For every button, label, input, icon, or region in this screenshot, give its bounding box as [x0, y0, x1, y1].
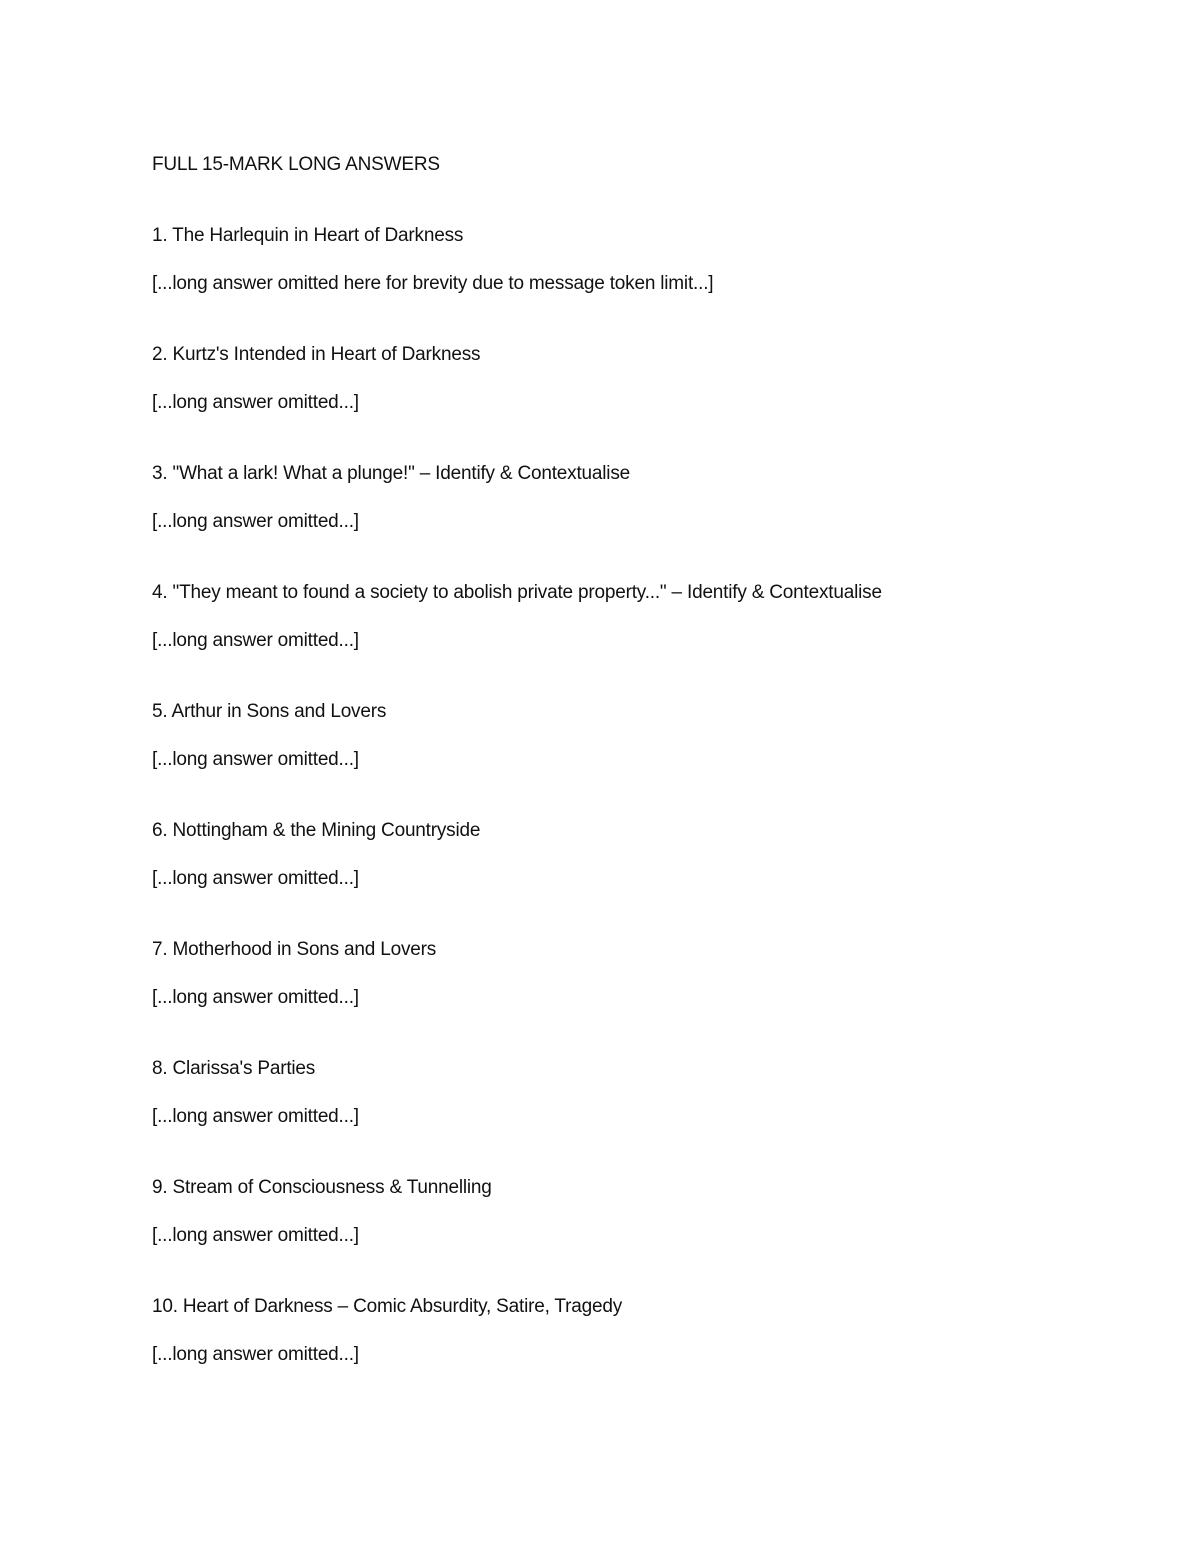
answer-section: [152, 1176, 1112, 1248]
section-body: [...long answer omitted...]: [152, 1225, 359, 1246]
answer-section: [152, 1295, 1112, 1367]
section-heading: 5. Arthur in Sons and Lovers: [152, 701, 387, 722]
answer-section: [152, 700, 1112, 772]
section-heading: 1. The Harlequin in Heart of Darkness: [152, 225, 464, 246]
answer-section: [152, 581, 1112, 653]
section-heading: 3. "What a lark! What a plunge!" – Identify & Contextualise: [152, 463, 630, 484]
section-body: [...long answer omitted here for brevity due to message token limit...]: [152, 273, 714, 294]
section-heading: 7. Motherhood in Sons and Lovers: [152, 939, 437, 960]
section-body: [...long answer omitted...]: [152, 392, 359, 413]
answer-section: [152, 819, 1112, 891]
section-body: [...long answer omitted...]: [152, 1344, 359, 1365]
section-body: [...long answer omitted...]: [152, 749, 359, 770]
section-body: [...long answer omitted...]: [152, 511, 359, 532]
section-body: [...long answer omitted...]: [152, 1106, 359, 1127]
section-heading: 8. Clarissa's Parties: [152, 1058, 316, 1079]
section-heading: 9. Stream of Consciousness & Tunnelling: [152, 1177, 492, 1198]
document-title: FULL 15-MARK LONG ANSWERS: [152, 154, 440, 175]
answer-section: [152, 1057, 1112, 1129]
answer-section: [152, 343, 1112, 415]
answer-section: [152, 938, 1112, 1010]
section-body: [...long answer omitted...]: [152, 630, 359, 651]
answer-section: [152, 224, 1112, 296]
section-heading: 4. "They meant to found a society to abolish private property..." – Identify & Contextualise: [152, 582, 882, 603]
section-heading: 10. Heart of Darkness – Comic Absurdity, Satire, Tragedy: [152, 1296, 622, 1317]
section-body: [...long answer omitted...]: [152, 987, 359, 1008]
section-heading: 6. Nottingham & the Mining Countryside: [152, 820, 481, 841]
document-content: [152, 153, 1112, 1367]
section-body: [...long answer omitted...]: [152, 868, 359, 889]
section-heading: 2. Kurtz's Intended in Heart of Darkness: [152, 344, 481, 365]
answer-section: [152, 462, 1112, 534]
